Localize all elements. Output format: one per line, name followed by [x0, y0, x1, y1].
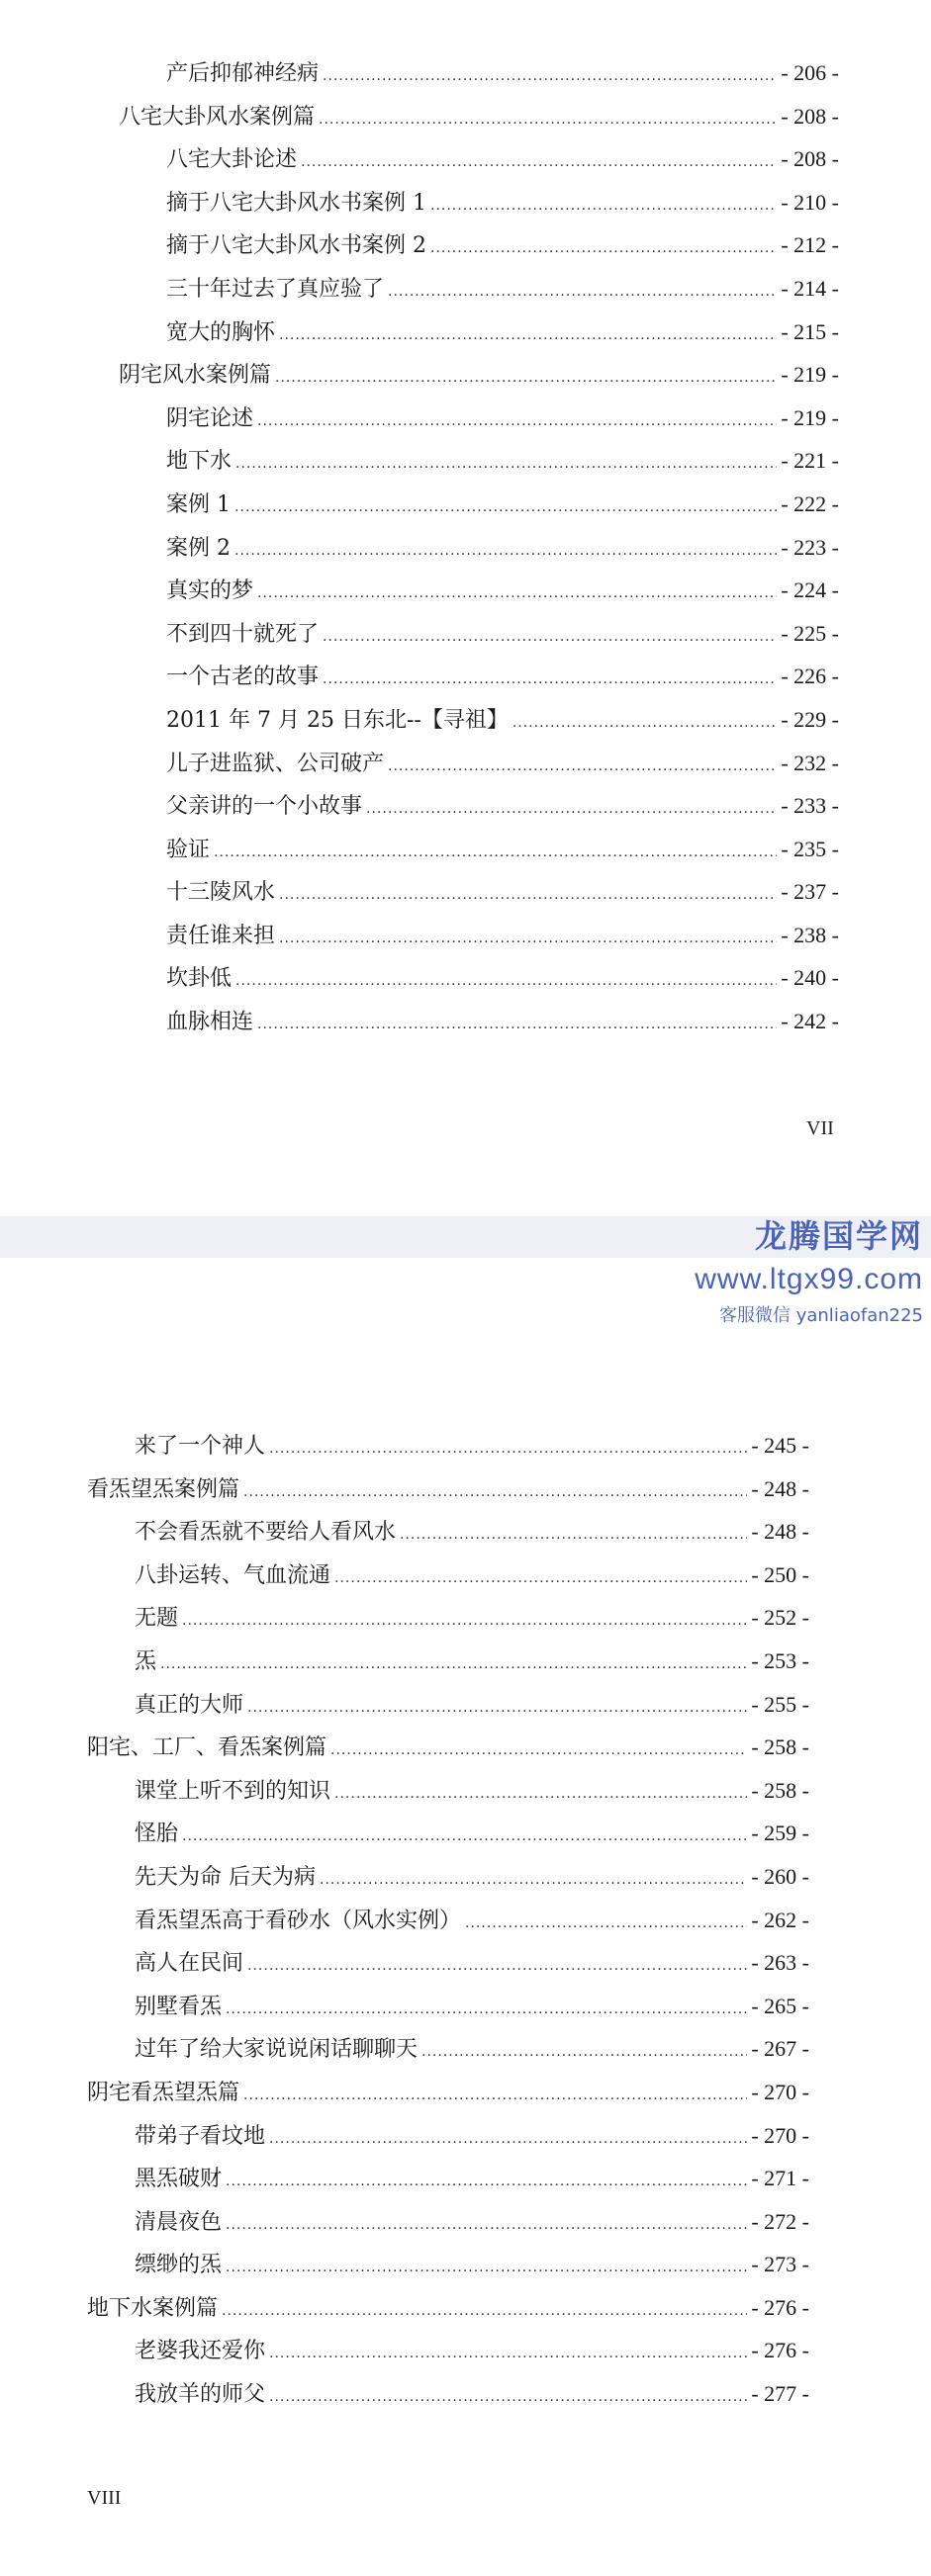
page-folio-vii: VII: [806, 1117, 834, 1139]
toc-leader-dots: [257, 1004, 777, 1047]
toc-entry-page: - 219 -: [781, 404, 839, 430]
toc-entry-title: 血脉相连: [166, 1010, 254, 1035]
toc-leader-dots: [334, 1557, 747, 1601]
toc-entry-title: 阳宅、工厂、看炁案例篇: [87, 1735, 327, 1761]
toc-list-page-vii: [119, 51, 839, 1043]
toc-entry-page: - 262 -: [751, 1907, 809, 1932]
toc-entry-page: - 259 -: [751, 1821, 809, 1846]
toc-entry-title: 阴宅论述: [166, 405, 254, 431]
toc-entry: [87, 2157, 809, 2200]
toc-entry-page: - 271 -: [751, 2166, 809, 2191]
toc-entry-title: 过年了给大家说说闲话聊聊天: [135, 2037, 419, 2063]
toc-entry: [87, 1855, 809, 1899]
toc-entry-page: - 214 -: [781, 275, 839, 301]
toc-entry-page: - 248 -: [751, 1475, 809, 1501]
toc-entry-title: 地下水案例篇: [87, 2295, 219, 2321]
toc-entry-page: - 240 -: [781, 965, 839, 991]
toc-entry-title: 清晨夜色: [135, 2209, 223, 2235]
toc-entry: [119, 698, 839, 742]
toc-entry-title: 缥缈的炁: [135, 2253, 223, 2278]
toc-leader-dots: [366, 788, 777, 832]
toc-entry-title: 一个古老的故事: [166, 665, 320, 690]
toc-entry: [119, 311, 839, 354]
toc-entry-title: 案例 1: [166, 491, 231, 517]
watermark-site-url: www.ltgx99.com: [695, 1263, 923, 1295]
toc-leader-dots: [465, 1903, 747, 1946]
toc-entry: [87, 1554, 809, 1597]
toc-entry-title: 地下水: [166, 449, 233, 475]
toc-entry-page: - 258 -: [751, 1777, 809, 1803]
toc-leader-dots: [243, 1471, 747, 1515]
toc-entry-title: 带弟子看坟地: [135, 2123, 266, 2149]
toc-leader-dots: [269, 2118, 747, 2162]
toc-entry-title: 宽大的胸怀: [166, 319, 276, 345]
toc-leader-dots: [323, 616, 777, 660]
toc-entry-title: 八宅大卦论述: [166, 147, 298, 173]
toc-entry: [87, 2243, 809, 2286]
watermark-brand: [626, 1214, 923, 1331]
toc-section-entry: [87, 2286, 809, 2330]
toc-entry-title: 产后抑郁神经病: [166, 61, 320, 86]
toc-entry-title: 2011 年 7 月 25 日东北--【寻祖】: [166, 707, 509, 733]
toc-leader-dots: [430, 185, 777, 228]
toc-leader-dots: [421, 2031, 747, 2075]
toc-leader-dots: [226, 2161, 747, 2204]
toc-entry-page: - 263 -: [751, 1950, 809, 1976]
toc-entry: [87, 1899, 809, 1942]
toc-entry: [87, 1683, 809, 1727]
toc-entry-title: 儿子进监狱、公司破产: [166, 751, 385, 776]
toc-leader-dots: [257, 573, 777, 616]
toc-leader-dots: [301, 141, 777, 185]
toc-entry-page: - 208 -: [781, 146, 839, 172]
toc-entry: [87, 2200, 809, 2244]
toc-leader-dots: [269, 1428, 747, 1471]
toc-leader-dots: [247, 1945, 747, 1989]
toc-entry-title: 案例 2: [166, 535, 231, 561]
toc-entry-page: - 248 -: [751, 1519, 809, 1545]
toc-entry: [119, 784, 839, 828]
toc-entry-title: 看炁望炁高于看砂水（风水实例）: [135, 1908, 462, 1933]
toc-entry: [87, 1769, 809, 1813]
toc-leader-dots: [222, 2290, 747, 2334]
toc-entry-title: 摘于八宅大卦风水书案例 1: [166, 190, 426, 216]
toc-leader-dots: [330, 1730, 747, 1773]
toc-leader-dots: [319, 99, 777, 142]
toc-leader-dots: [226, 2247, 747, 2290]
toc-entry-page: - 219 -: [781, 362, 839, 388]
toc-entry-page: - 270 -: [751, 2122, 809, 2148]
toc-entry-page: - 237 -: [781, 879, 839, 905]
toc-entry-title: 怪胎: [135, 1821, 179, 1847]
toc-entry-page: - 235 -: [781, 836, 839, 861]
toc-leader-dots: [275, 357, 777, 400]
toc-entry-page: - 258 -: [751, 1734, 809, 1760]
toc-entry-page: - 276 -: [751, 2338, 809, 2363]
toc-leader-dots: [320, 1859, 747, 1903]
toc-leader-dots: [430, 227, 777, 271]
toc-entry-page: - 255 -: [751, 1691, 809, 1717]
toc-entry-title: 黑炁破财: [135, 2167, 223, 2192]
toc-entry-title: 阴宅看炁望炁篇: [87, 2080, 240, 2105]
toc-entry: [119, 956, 839, 1000]
toc-entry-page: - 272 -: [751, 2208, 809, 2234]
toc-leader-dots: [182, 1600, 747, 1643]
toc-leader-dots: [257, 400, 777, 444]
toc-entry-title: 炁: [135, 1648, 157, 1674]
toc-entry: [119, 569, 839, 612]
toc-entry: [119, 742, 839, 785]
toc-entry-page: - 276 -: [751, 2294, 809, 2320]
page-folio-viii: VIII: [87, 2487, 122, 2509]
toc-leader-dots: [243, 2075, 747, 2118]
watermark-contact: 客服微信 yanliaofan225: [719, 1305, 923, 1326]
toc-entry-page: - 212 -: [781, 232, 839, 258]
toc-entry: [119, 181, 839, 224]
toc-entry-page: - 223 -: [781, 534, 839, 560]
toc-entry-page: - 206 -: [781, 60, 839, 85]
toc-leader-dots: [323, 659, 777, 702]
toc-leader-dots: [388, 746, 777, 789]
toc-entry-page: - 226 -: [781, 664, 839, 689]
toc-entry: [119, 526, 839, 570]
toc-entry-page: - 270 -: [751, 2079, 809, 2104]
toc-entry-page: - 277 -: [751, 2381, 809, 2407]
toc-entry-page: - 242 -: [781, 1009, 839, 1034]
toc-entry-title: 阴宅风水案例篇: [119, 363, 272, 389]
toc-leader-dots: [226, 1989, 747, 2032]
toc-entry-page: - 222 -: [781, 490, 839, 516]
toc-section-entry: [87, 2071, 809, 2114]
toc-entry-page: - 215 -: [781, 318, 839, 344]
toc-leader-dots: [269, 2376, 747, 2420]
toc-entry: [87, 1596, 809, 1640]
toc-entry-title: 八宅大卦风水案例篇: [119, 104, 316, 130]
toc-entry: [119, 612, 839, 656]
toc-leader-dots: [334, 1773, 747, 1817]
toc-entry-title: 坎卦低: [166, 966, 233, 992]
toc-section-entry: [119, 95, 839, 138]
toc-entry-page: - 210 -: [781, 189, 839, 215]
toc-entry-page: - 245 -: [751, 1433, 809, 1458]
toc-leader-dots: [247, 1687, 747, 1731]
toc-entry-title: 摘于八宅大卦风水书案例 2: [166, 233, 426, 259]
toc-entry-page: - 265 -: [751, 1993, 809, 2018]
toc-entry-page: - 221 -: [781, 448, 839, 474]
toc-entry-page: - 238 -: [781, 922, 839, 947]
toc-entry-page: - 267 -: [751, 2036, 809, 2062]
watermark-site-name: 龙腾国学网: [754, 1217, 923, 1255]
toc-entry-page: - 232 -: [781, 750, 839, 775]
toc-entry: [87, 1941, 809, 1985]
toc-leader-dots: [279, 874, 777, 918]
toc-entry: [119, 1000, 839, 1043]
toc-entry: [119, 655, 839, 698]
toc-entry: [87, 1640, 809, 1683]
toc-leader-dots: [512, 702, 778, 746]
toc-entry-page: - 260 -: [751, 1863, 809, 1889]
toc-entry: [119, 914, 839, 957]
toc-leader-dots: [400, 1514, 747, 1557]
toc-entry-title: 先天为命 后天为病: [135, 1864, 316, 1890]
toc-leader-dots: [279, 918, 777, 961]
toc-entry-title: 老婆我还爱你: [135, 2339, 266, 2364]
toc-entry: [87, 1812, 809, 1855]
toc-entry: [119, 828, 839, 871]
toc-leader-dots: [388, 271, 777, 314]
toc-entry: [119, 51, 839, 95]
toc-leader-dots: [226, 2204, 747, 2248]
toc-leader-dots: [234, 487, 777, 530]
toc-entry: [119, 439, 839, 483]
toc-entry-title: 我放羊的师父: [135, 2382, 266, 2408]
toc-entry: [87, 2329, 809, 2372]
toc-entry-page: - 233 -: [781, 793, 839, 819]
toc-section-entry: [119, 353, 839, 397]
toc-leader-dots: [323, 55, 777, 99]
toc-entry-page: - 225 -: [781, 620, 839, 646]
toc-entry-title: 来了一个神人: [135, 1434, 266, 1459]
toc-entry-title: 验证: [166, 837, 211, 862]
toc-entry-title: 责任谁来担: [166, 923, 276, 948]
toc-entry-title: 真正的大师: [135, 1692, 244, 1718]
toc-entry-title: 看炁望炁案例篇: [87, 1476, 240, 1502]
toc-entry: [119, 223, 839, 267]
toc-section-entry: [87, 1726, 809, 1769]
toc-entry: [87, 1510, 809, 1554]
toc-entry-page: - 224 -: [781, 577, 839, 603]
toc-leader-dots: [182, 1816, 747, 1859]
toc-entry-title: 不到四十就死了: [166, 621, 320, 647]
toc-entry-title: 三十年过去了真应验了: [166, 276, 385, 302]
toc-entry-page: - 208 -: [781, 103, 839, 129]
toc-entry-title: 十三陵风水: [166, 880, 276, 906]
toc-entry: [87, 2027, 809, 2071]
toc-entry-title: 别墅看炁: [135, 1994, 223, 2019]
toc-entry-title: 八卦运转、气血流通: [135, 1562, 331, 1588]
toc-entry: [119, 483, 839, 526]
toc-leader-dots: [160, 1643, 747, 1687]
toc-entry-page: - 229 -: [781, 706, 839, 732]
toc-entry-page: - 252 -: [751, 1605, 809, 1631]
toc-entry-title: 父亲讲的一个小故事: [166, 794, 363, 820]
toc-entry: [87, 2372, 809, 2416]
toc-entry-title: 无题: [135, 1606, 179, 1632]
toc-entry: [87, 1985, 809, 2028]
toc-entry: [119, 870, 839, 914]
toc-entry-title: 不会看炁就不要给人看风水: [135, 1520, 397, 1546]
toc-section-entry: [87, 1467, 809, 1511]
toc-entry: [119, 137, 839, 181]
toc-entry-page: - 253 -: [751, 1647, 809, 1673]
toc-leader-dots: [235, 960, 777, 1004]
toc-entry-title: 课堂上听不到的知识: [135, 1778, 331, 1804]
toc-leader-dots: [269, 2333, 747, 2376]
toc-entry: [87, 2114, 809, 2158]
toc-entry-title: 高人在民间: [135, 1951, 244, 1977]
toc-entry: [119, 397, 839, 440]
toc-leader-dots: [279, 314, 777, 358]
toc-list-page-viii: [87, 1424, 809, 2416]
toc-entry-page: - 273 -: [751, 2252, 809, 2277]
toc-leader-dots: [214, 832, 777, 875]
toc-entry-title: 真实的梦: [166, 578, 254, 604]
toc-leader-dots: [234, 530, 777, 574]
toc-entry: [119, 267, 839, 311]
toc-entry: [87, 1424, 809, 1467]
toc-entry-page: - 250 -: [751, 1561, 809, 1587]
toc-leader-dots: [235, 443, 777, 487]
